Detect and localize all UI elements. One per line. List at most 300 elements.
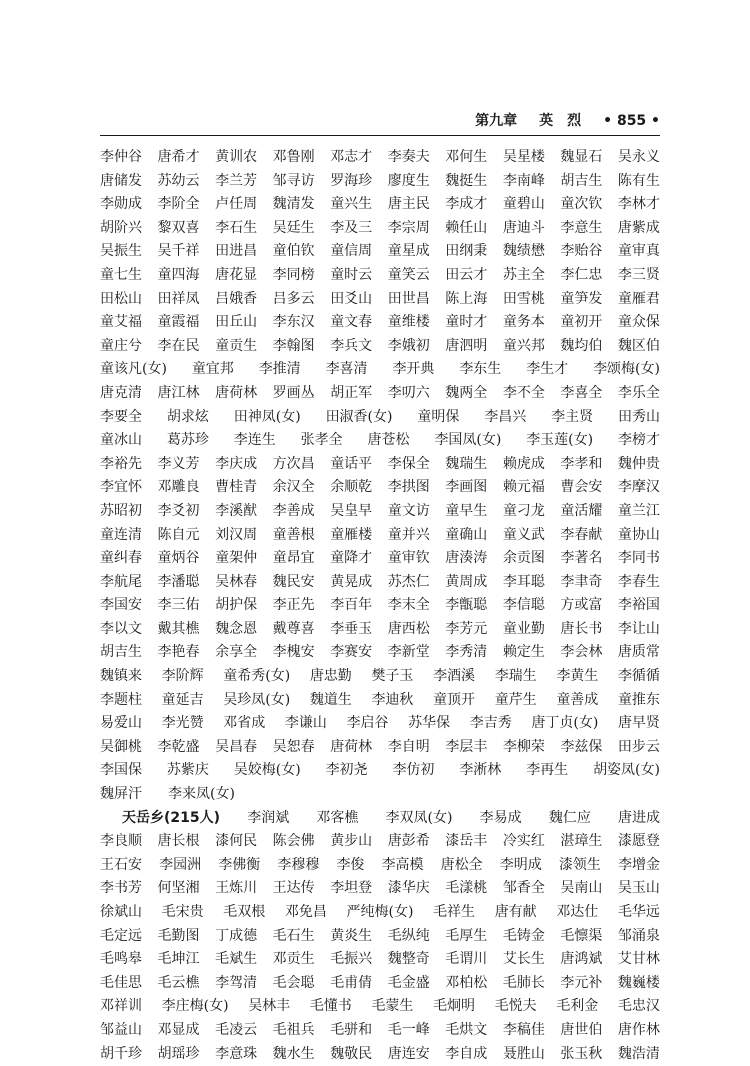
person-name: 童希秀(女): [223, 668, 291, 685]
person-name: 赖定生: [502, 644, 545, 661]
person-name: 唐作林: [617, 1021, 660, 1038]
name-row: [100, 406, 660, 430]
person-name: 李甑聪: [445, 597, 488, 614]
name-row: [100, 594, 660, 618]
person-name: 李槐安: [272, 644, 315, 661]
person-name: 田云才: [445, 266, 488, 283]
person-name: 漆何民: [215, 833, 258, 850]
name-row: [100, 264, 660, 288]
person-name: 童顶开: [433, 691, 476, 708]
person-name: 童次钦: [560, 196, 603, 213]
person-name: 李穆穆: [277, 856, 320, 873]
person-name: 赖任山: [445, 219, 488, 236]
person-name: 魏水生: [272, 1045, 315, 1062]
person-name: 李不全: [502, 384, 545, 401]
person-name: 唐储发: [100, 172, 142, 189]
person-name: 唐有献: [494, 904, 537, 920]
person-name: 黄步山: [330, 833, 373, 850]
person-name: 毛宋贵: [161, 904, 204, 920]
person-name: 田纲秉: [445, 243, 488, 260]
person-name: 唐荷林: [215, 384, 258, 401]
person-name: 毛定远: [100, 927, 142, 944]
person-name: 唐紫成: [617, 219, 660, 236]
person-name: 李庄梅(女): [161, 998, 229, 1015]
person-name: 李吉秀: [469, 715, 512, 732]
person-name: 邹益山: [100, 1021, 142, 1038]
person-name: 毛金盛: [387, 974, 430, 991]
person-name: 童七生: [100, 266, 142, 283]
person-name: 童炳谷: [157, 550, 200, 567]
person-name: 漆愿登: [617, 833, 660, 850]
person-name: 吴林春: [215, 573, 258, 590]
person-name: 邓显成: [157, 1021, 200, 1038]
person-name: 童雁楼: [330, 526, 373, 543]
person-name: 李让山: [617, 620, 660, 637]
person-name: 童审钦: [387, 550, 430, 567]
person-name: 童文春: [330, 314, 373, 331]
person-name: 魏绩懋: [502, 243, 545, 260]
person-name: 李同榜: [272, 266, 315, 283]
name-row: [100, 358, 660, 382]
person-name: 李东汉: [272, 314, 315, 331]
person-name: 毛厚生: [445, 927, 488, 944]
person-name: 李义芳: [157, 455, 200, 472]
header-rule: [100, 135, 660, 136]
person-name: 魏巍楼: [617, 974, 660, 991]
person-name: 童昂宜: [272, 550, 315, 567]
person-name: 邓客樵: [316, 809, 359, 826]
person-name: 邓免昌: [284, 904, 327, 920]
name-row: [100, 712, 660, 736]
person-name: 唐丁贞(女): [531, 715, 599, 732]
person-name: 李自成: [445, 1045, 488, 1062]
name-row: [100, 288, 660, 312]
person-name: 李再生: [526, 762, 569, 779]
person-name: 胡吉生: [560, 172, 603, 189]
person-name: 邓祥训: [100, 998, 142, 1015]
person-name: 李乾盛: [157, 738, 200, 755]
person-name: 李百年: [330, 597, 373, 614]
person-name: 曹会安: [560, 479, 603, 496]
person-name: 吴昌春: [215, 738, 258, 755]
person-name: 毛肺长: [502, 974, 545, 991]
person-name: 李主贤: [551, 408, 594, 425]
person-name: 罗画丛: [272, 384, 315, 401]
person-name: 毛佳思: [100, 974, 142, 991]
person-name: 李来凤(女): [168, 786, 235, 803]
person-name: 唐连安: [387, 1045, 430, 1062]
person-name: 李元补: [560, 974, 603, 991]
person-name: 毛烘文: [445, 1021, 488, 1038]
section-title: 天岳乡(215人): [122, 809, 221, 826]
running-header: [100, 110, 660, 130]
person-name: 毛振兴: [330, 951, 373, 968]
person-name: 吴皇早: [330, 502, 373, 519]
person-name: 童笑云: [387, 266, 430, 283]
person-name: 樊子玉: [371, 668, 414, 685]
person-name: 童冰山: [100, 432, 142, 449]
person-name: 李拱图: [387, 479, 430, 496]
person-name: 黄训农: [215, 149, 258, 165]
person-name: 胡求炫: [166, 408, 209, 425]
person-name: 李意生: [560, 219, 603, 236]
person-name: 李喜清: [325, 361, 368, 378]
person-name: 毛忠汉: [617, 998, 660, 1015]
person-name: 魏民安: [272, 573, 315, 590]
name-row: [100, 382, 660, 406]
person-name: 毛谓川: [445, 951, 488, 968]
person-name: 李东生: [459, 361, 502, 378]
name-row: [100, 217, 660, 241]
person-name: 李春生: [617, 573, 660, 590]
person-name: 毛纵纯: [387, 927, 430, 944]
person-name: 何坚湘: [157, 880, 200, 897]
person-name: 李石生: [215, 219, 258, 236]
person-name: 田松山: [100, 290, 142, 307]
name-row: [100, 146, 660, 170]
person-name: 李坦登: [330, 880, 373, 897]
person-name: 王达传: [272, 880, 315, 897]
person-name: 童善根: [272, 526, 315, 543]
person-name: 童务本: [502, 314, 545, 331]
name-row: [100, 901, 660, 925]
name-row: [100, 689, 660, 713]
person-name: 邓志才: [330, 149, 373, 165]
name-row: [100, 240, 660, 264]
person-name: 王石安: [100, 856, 142, 873]
person-name: 唐鸿斌: [560, 951, 603, 968]
person-name: 唐主民: [387, 196, 430, 213]
person-name: 李三贤: [617, 266, 660, 283]
person-name: 童初开: [560, 314, 603, 331]
person-name: 李三佑: [157, 597, 200, 614]
person-name: 李明成: [499, 856, 542, 873]
person-name: 邓达仕: [556, 904, 599, 920]
person-name: 魏整奇: [387, 951, 430, 968]
person-name: 李在民: [157, 337, 200, 354]
person-name: 李信聪: [502, 597, 545, 614]
person-name: 毛斌生: [215, 951, 258, 968]
name-row: [100, 665, 660, 689]
person-name: 唐泗明: [445, 337, 488, 354]
person-name: 魏区伯: [617, 337, 660, 354]
person-name: 胡姿凤(女): [593, 762, 660, 779]
name-row: [100, 453, 660, 477]
person-name: 唐质常: [617, 644, 660, 661]
person-name: 苏杰仁: [387, 573, 430, 590]
section-heading-row: [100, 807, 660, 831]
person-name: 黄炎生: [330, 927, 373, 944]
person-name: 吴恕春: [272, 738, 315, 755]
person-name: 李同书: [617, 550, 660, 567]
person-name: 毛懂书: [309, 998, 352, 1015]
person-name: 李庆成: [215, 455, 258, 472]
chapter-label: 第九章: [475, 113, 518, 129]
person-name: 田进昌: [215, 243, 258, 260]
name-row: [100, 170, 660, 194]
person-name: 吕多云: [272, 290, 315, 307]
person-name: 童信周: [330, 243, 373, 260]
person-name: 苏紫庆: [166, 762, 209, 779]
person-name: 唐进成: [618, 809, 660, 826]
person-name: 邓何生: [445, 149, 488, 165]
person-name: 李阶全: [157, 196, 200, 213]
person-name: 魏道生: [309, 691, 352, 708]
person-name: 李及三: [330, 219, 373, 236]
person-name: 李耳聪: [502, 573, 545, 590]
person-name: 童协山: [617, 526, 660, 543]
name-row: [100, 948, 660, 972]
person-name: 毛骈和: [330, 1021, 373, 1038]
person-name: 邹香全: [502, 880, 545, 897]
person-name: 童连清: [100, 526, 142, 543]
person-name: 李潘聪: [157, 573, 200, 590]
person-name: 李园洲: [159, 856, 202, 873]
person-name: 李著名: [560, 550, 603, 567]
person-name: 童早生: [445, 502, 488, 519]
name-row: [100, 854, 660, 878]
person-name: 李玉莲(女): [526, 432, 594, 449]
person-name: 童兰江: [617, 502, 660, 519]
person-name: 毛双根: [223, 904, 266, 920]
person-name: 李宗周: [387, 219, 430, 236]
person-name: 李仁忠: [560, 266, 603, 283]
person-name: 李初尧: [325, 762, 368, 779]
person-name: 邓雕良: [157, 479, 200, 496]
person-name: 李层丰: [445, 738, 488, 755]
person-name: 童审真: [617, 243, 660, 260]
person-name: 余贡图: [502, 550, 545, 567]
person-name: 魏仲贵: [617, 455, 660, 472]
person-name: 胡阶兴: [100, 219, 142, 236]
person-name: 李乐全: [617, 384, 660, 401]
person-name: 戴其樵: [157, 620, 200, 637]
name-row: [100, 476, 660, 500]
person-name: 毛会聪: [272, 974, 315, 991]
person-name: 魏显石: [560, 149, 603, 165]
person-name: 童明保: [417, 408, 460, 425]
person-name: 苏主全: [502, 266, 545, 283]
person-name: 李推清: [258, 361, 301, 378]
person-name: 童文访: [387, 502, 430, 519]
person-name: 魏浩清: [617, 1045, 660, 1062]
person-name: 艾长生: [502, 951, 545, 968]
person-name: 童维楼: [387, 314, 430, 331]
person-name: 李开典: [392, 361, 435, 378]
person-name: 漆领生: [558, 856, 601, 873]
person-name: 毛蒙生: [371, 998, 414, 1015]
person-name: 吴千祥: [157, 243, 200, 260]
person-name: 童时才: [445, 314, 488, 331]
name-list-part-2: [100, 830, 660, 1066]
person-name: 童活耀: [560, 502, 603, 519]
person-name: 易爱山: [100, 715, 142, 732]
person-name: 毛炯明: [433, 998, 476, 1015]
person-name: 吕娥香: [215, 290, 258, 307]
person-name: 李淅林: [459, 762, 502, 779]
name-row: [100, 972, 660, 996]
person-name: 李良顺: [100, 833, 142, 850]
person-name: 童降才: [330, 550, 373, 567]
person-name: 吴南山: [560, 880, 603, 897]
person-name: 李意珠: [215, 1045, 258, 1062]
person-name: 毛利金: [556, 998, 599, 1015]
name-row: [100, 311, 660, 335]
person-name: 田世昌: [387, 290, 430, 307]
person-name: 陈上海: [445, 290, 488, 307]
person-name: 李成才: [445, 196, 488, 213]
person-name: 葛苏珍: [166, 432, 209, 449]
person-name: 李以文: [100, 620, 142, 637]
person-name: 唐湊涛: [445, 550, 488, 567]
person-name: 李酒溪: [433, 668, 476, 685]
person-name: 毛祖兵: [272, 1021, 315, 1038]
person-name: 童星成: [387, 243, 430, 260]
person-name: 童纠春: [100, 550, 142, 567]
person-name: 魏镇来: [100, 668, 142, 685]
person-name: 卢任周: [215, 196, 258, 213]
person-name: 邹涌泉: [617, 927, 660, 944]
name-row: [100, 736, 660, 760]
name-row: [100, 641, 660, 665]
person-name: 李俊: [336, 856, 365, 873]
name-row: [100, 925, 660, 949]
person-name: 苏昭初: [100, 502, 142, 519]
person-name: 毛漾桃: [445, 880, 488, 897]
person-name: 唐松全: [440, 856, 483, 873]
person-name: 李循循: [617, 668, 660, 685]
person-name: 李艳春: [157, 644, 200, 661]
person-name: 毛一峰: [387, 1021, 430, 1038]
person-name: 李航尾: [100, 573, 142, 590]
person-name: 李南峰: [502, 172, 545, 189]
person-name: 黄晃成: [330, 573, 373, 590]
person-name: 李仲谷: [100, 149, 142, 165]
person-name: 丁成德: [215, 927, 258, 944]
person-name: 田丘山: [215, 314, 258, 331]
person-name: 童贡生: [215, 337, 258, 354]
person-name: 毛华远: [617, 904, 660, 920]
person-name: 童时云: [330, 266, 373, 283]
person-name: 魏敬民: [330, 1045, 373, 1062]
person-name: 田步云: [617, 738, 660, 755]
person-name: 李末全: [387, 597, 430, 614]
person-name: 毛懔渠: [560, 927, 603, 944]
person-name: 毛铸金: [502, 927, 545, 944]
person-name: 李孝和: [560, 455, 603, 472]
person-name: 艾甘林: [617, 951, 660, 968]
person-name: 唐迪斗: [502, 219, 545, 236]
name-row: [100, 429, 660, 453]
person-name: 童众保: [617, 314, 660, 331]
section-label: 英 烈: [539, 113, 582, 129]
person-name: 李黄生: [556, 668, 599, 685]
person-name: 魏仁应: [548, 809, 591, 826]
person-name: 童庄兮: [100, 337, 142, 354]
person-name: 李连生: [233, 432, 276, 449]
person-name: 童该凡(女): [100, 361, 167, 378]
person-name: 李喜全: [560, 384, 603, 401]
person-name: 李佛衡: [218, 856, 261, 873]
person-name: 赖虎成: [502, 455, 545, 472]
person-name: 聂胜山: [502, 1045, 545, 1062]
person-name: 胡护保: [215, 597, 258, 614]
person-name: 赖元福: [502, 479, 545, 496]
person-name: 童伯钦: [272, 243, 315, 260]
person-name: 冷实红: [502, 833, 545, 850]
person-name: 张孝全: [300, 432, 343, 449]
person-name: 毛鸣皋: [100, 951, 142, 968]
person-name: 方或富: [560, 597, 603, 614]
person-name: 张玉秋: [560, 1045, 603, 1062]
person-name: 毛甫倩: [330, 974, 373, 991]
person-name: 李奏夫: [387, 149, 430, 165]
name-row: [100, 830, 660, 854]
person-name: 毛凌云: [215, 1021, 258, 1038]
person-name: 李垂玉: [330, 620, 373, 637]
person-name: 童推东: [617, 691, 660, 708]
person-name: 吴林丰: [248, 998, 291, 1015]
person-name: 戴尊喜: [272, 620, 315, 637]
person-name: 李兹保: [560, 738, 603, 755]
person-name: 严纯梅(女): [346, 904, 414, 920]
person-name: 李仿初: [392, 762, 435, 779]
person-name: 湛璋生: [560, 833, 603, 850]
person-name: 李瑞生: [494, 668, 537, 685]
person-name: 陈自元: [157, 526, 200, 543]
person-name: 李摩汉: [617, 479, 660, 496]
person-name: 李榜才: [618, 432, 660, 449]
person-name: 吴星楼: [502, 149, 545, 165]
person-name: 李新堂: [387, 644, 430, 661]
person-name: 唐荷林: [330, 738, 373, 755]
person-name: 魏均伯: [560, 337, 603, 354]
person-name: 李翰图: [272, 337, 315, 354]
person-name: 唐世伯: [560, 1021, 603, 1038]
person-name: 魏念恩: [215, 620, 258, 637]
person-name: 李赛安: [330, 644, 373, 661]
person-name: 田雪桃: [502, 290, 545, 307]
person-name: 魏屏汗: [100, 786, 142, 803]
person-name: 李画图: [445, 479, 488, 496]
person-name: 李国保: [100, 762, 142, 779]
person-name: 唐希才: [157, 149, 200, 165]
person-name: 李润斌: [247, 809, 290, 826]
person-name: 李正先: [272, 597, 315, 614]
person-name: 李稿佳: [502, 1021, 545, 1038]
person-name: 童延吉: [161, 691, 204, 708]
name-row: [100, 783, 660, 807]
person-name: 苏幼云: [157, 172, 200, 189]
person-name: 田秀山: [618, 408, 660, 425]
person-name: 余享全: [215, 644, 258, 661]
person-name: 毛云樵: [157, 974, 200, 991]
person-name: 魏清发: [272, 196, 315, 213]
person-name: 魏两全: [445, 384, 488, 401]
person-name: 吴廷生: [272, 219, 315, 236]
name-row: [100, 500, 660, 524]
person-name: 胡正军: [330, 384, 373, 401]
person-name: 苏华保: [408, 715, 451, 732]
person-name: 胡瑶珍: [157, 1045, 200, 1062]
person-name: 邓柏松: [445, 974, 488, 991]
person-name: 毛祥生: [433, 904, 476, 920]
person-name: 童碧山: [502, 196, 545, 213]
person-name: 李要全: [100, 408, 142, 425]
person-name: 毛勤图: [157, 927, 200, 944]
person-name: 童话平: [330, 455, 373, 472]
person-name: 毛石生: [272, 927, 315, 944]
